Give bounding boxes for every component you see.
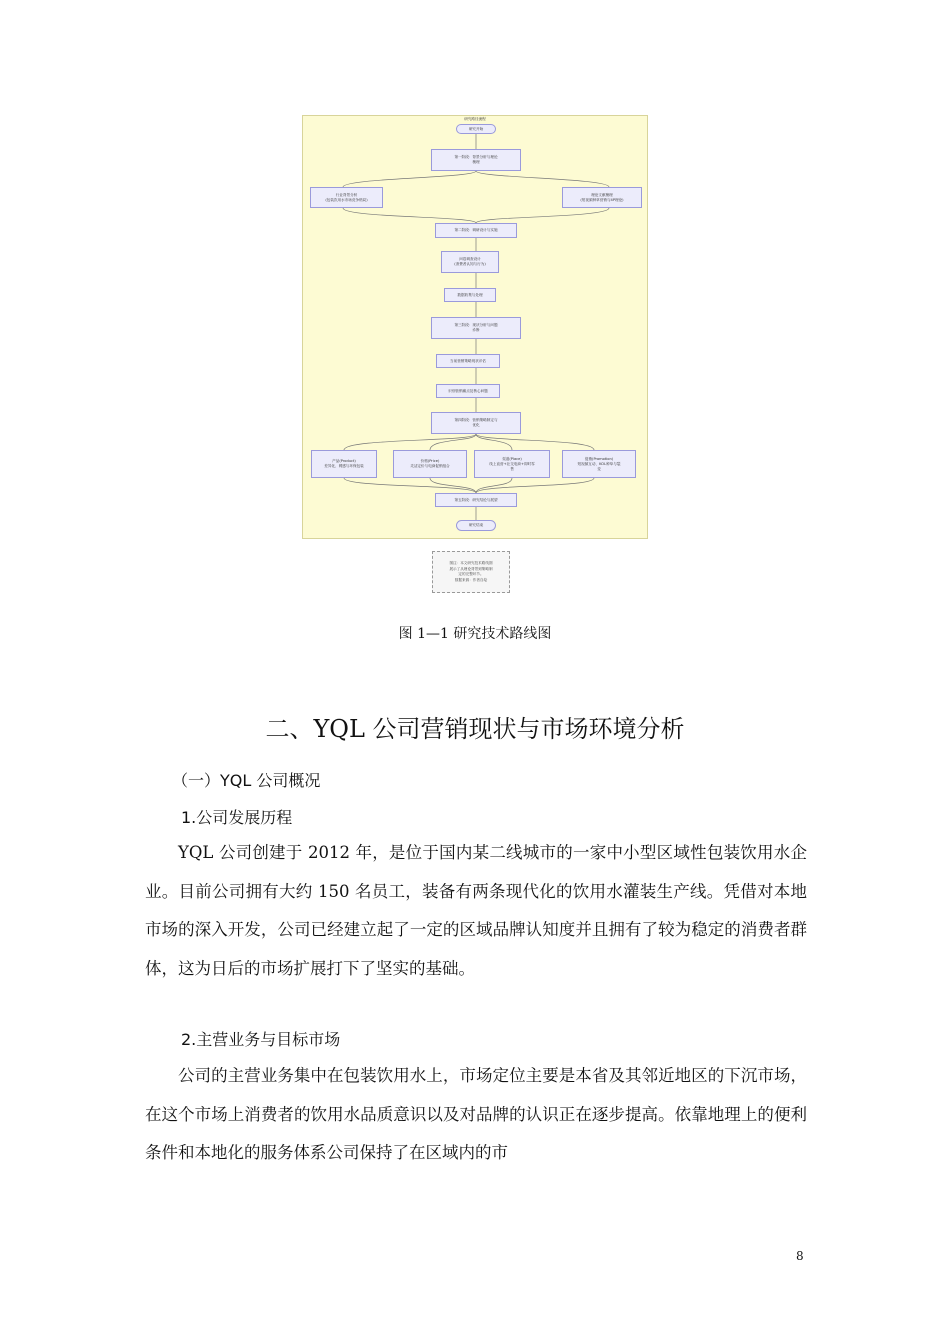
node-stage2: 第二阶段：调研设计与实施 <box>435 223 517 238</box>
flowchart-figure <box>302 115 648 539</box>
node-survey-design: 问卷调查设计 (消费者认知与行为) <box>441 251 499 273</box>
node-data-collection: 数据收集与处理 <box>444 288 496 302</box>
edge-price-stage5 <box>430 478 476 493</box>
edge-promotion-stage5 <box>476 478 594 493</box>
edge-place-stage5 <box>476 478 512 493</box>
node-stage1: 第一阶段：背景分析与理论 梳理 <box>431 149 521 171</box>
figure-note: 图注：本文研究技术路线图 展示了从理论背景到策略制 定的完整环节。 数据来源：作者自绘 <box>432 551 510 593</box>
node-product: 产品(Product) 差异化、网感与环保包装 <box>311 450 377 478</box>
node-theory-review: 理论文献梳理 (短视频种草营销与4P理论) <box>562 187 642 208</box>
edge-stage4-promotion <box>476 434 594 450</box>
edge-stage1-industry <box>343 171 476 187</box>
node-promotion: 促销(Promotion) 短视频互动、KOL种草与裂 变 <box>562 450 636 478</box>
node-place: 渠道(Place) 线上直营+社交电商+即时零 售 <box>474 450 550 478</box>
edge-industry-stage2 <box>343 208 476 223</box>
node-strategy-eval: 当前营销策略现状评估 <box>436 354 500 368</box>
node-price: 价格(Price) 灵活定价与电商促销组合 <box>393 450 467 478</box>
paragraph-history: YQL 公司创建于 2012 年，是位于国内某二线城市的一家中小型区域性包装饮用水企业。目前公司拥有大约 150 名员工，装备有两条现代化的饮用水灌装生产线。凭借对本地市场的深入开发，公司已经建立起了一定的区域品牌认知度并且拥有了较为稳定的消费者群体，这为日后的市场扩展打下了坚实的基础。 <box>145 843 807 978</box>
edge-product-stage5 <box>344 478 476 493</box>
subsection-heading-history: 1.公司发展历程 <box>181 808 293 827</box>
subsection-heading-business: 2.主营业务与目标市场 <box>181 1030 341 1049</box>
node-start: 研究开始 <box>456 124 496 134</box>
chapter-heading: 二、YQL 公司营销现状与市场环境分析 <box>265 715 685 743</box>
edge-stage1-theory <box>476 171 609 187</box>
paragraph-business: 公司的主营业务集中在包装饮用水上，市场定位主要是本省及其邻近地区的下沉市场，在这个市场上消费者的饮用水品质意识以及对品牌的认识正在逐步提高。依靠地理上的便利条件和本地化的服务体系公司保持了在区域内的市 <box>145 1066 807 1163</box>
node-stage5: 第五阶段：研究结论与展望 <box>435 493 517 507</box>
node-stage4: 第四阶段：营销策略制定与 优化 <box>431 412 521 434</box>
edge-stage4-product <box>344 434 476 450</box>
node-end: 研究结束 <box>456 520 496 531</box>
node-issue-identification: 识别营销痛点及核心问题 <box>436 384 500 398</box>
edge-theory-stage2 <box>476 208 609 223</box>
node-stage3: 第三阶段：现状分析与问题 诊断 <box>431 317 521 339</box>
section-heading: （一）YQL 公司概况 <box>172 771 321 790</box>
node-industry-analysis: 行业背景分析 (包装饮用水市场竞争格局) <box>310 187 383 208</box>
page-number: 8 <box>796 1249 804 1263</box>
figure-title: 研究路径流程 <box>464 117 486 121</box>
figure-caption: 图 1—1 研究技术路线图 <box>398 626 552 642</box>
